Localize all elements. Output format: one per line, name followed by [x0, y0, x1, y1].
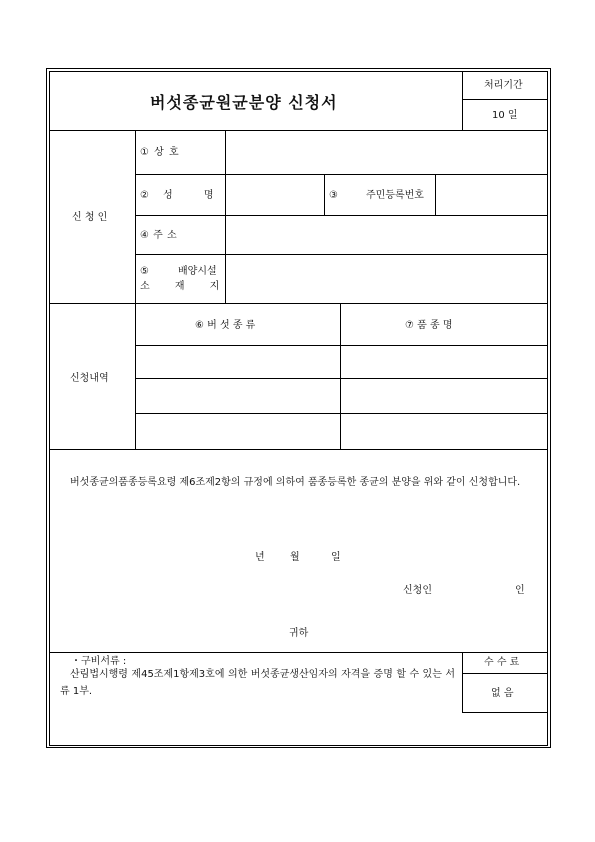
mushroom-type-cell[interactable]	[137, 415, 339, 448]
variety-name-cell[interactable]	[342, 347, 546, 377]
processing-period-label: 처리기간	[484, 80, 523, 91]
divider	[340, 303, 341, 449]
name-label-number: ②	[140, 190, 149, 201]
divider	[135, 345, 548, 346]
variety-name-cell[interactable]	[342, 380, 546, 412]
addressee-label: 귀하	[289, 628, 309, 639]
applicant-section-label: 신 청 인	[72, 212, 108, 223]
divider	[135, 215, 548, 216]
divider	[135, 254, 548, 255]
facility-label-line1: 배양시설	[178, 266, 217, 277]
applicant-signature-field[interactable]	[440, 582, 512, 600]
form-title: 버섯종균원균분양 신청서	[150, 93, 338, 112]
variety-name-cell[interactable]	[342, 415, 546, 448]
mushroom-type-cell[interactable]	[137, 347, 339, 377]
date-day-label: 일	[331, 552, 341, 563]
divider	[324, 174, 325, 215]
divider	[49, 449, 548, 450]
variety-name-header: ⑦ 품 종 명	[405, 320, 453, 331]
company-name-label: ① 상 호	[140, 147, 179, 158]
address-label: ④ 주 소	[140, 230, 177, 241]
rrn-label-number: ③	[329, 190, 338, 201]
divider	[462, 652, 463, 713]
rrn-label: 주민등록번호	[366, 190, 424, 201]
fee-value: 없 음	[491, 688, 514, 699]
mushroom-type-cell[interactable]	[137, 380, 339, 412]
date-month-label: 월	[290, 552, 300, 563]
name-label: 성 명	[163, 190, 214, 201]
divider	[135, 378, 548, 379]
date-year-label: 년	[255, 552, 265, 563]
divider	[49, 652, 548, 653]
divider	[462, 71, 463, 131]
divider	[135, 174, 548, 175]
applicant-signature-label: 신청인	[403, 585, 432, 596]
details-section-label: 신청내역	[70, 373, 109, 384]
divider	[225, 130, 226, 304]
seal-label: 인	[515, 585, 525, 596]
divider	[462, 99, 548, 100]
divider	[49, 130, 548, 131]
processing-period-value: 10 일	[492, 110, 518, 121]
facility-location-field[interactable]	[227, 256, 546, 303]
divider	[435, 174, 436, 215]
divider	[135, 413, 548, 414]
divider	[135, 303, 136, 449]
divider	[49, 303, 548, 304]
divider	[462, 673, 548, 674]
facility-label-line2: 소 재 지	[140, 281, 220, 292]
mushroom-type-header: ⑥ 버 섯 종 류	[195, 320, 256, 331]
required-documents-text: 산림법시행령 제45조제1항제3호에 의한 버섯종균생산임자의 자격을 증명 할 수 있는 서류 1부.	[60, 669, 455, 697]
fee-label: 수 수 료	[484, 657, 520, 668]
company-name-field[interactable]	[227, 132, 546, 173]
required-documents-label: ・구비서류 :	[71, 656, 127, 667]
name-field[interactable]	[227, 176, 323, 214]
facility-label-number: ⑤	[140, 266, 149, 277]
divider	[462, 712, 548, 713]
rrn-field[interactable]	[437, 176, 546, 214]
divider	[135, 130, 136, 304]
address-field[interactable]	[227, 217, 546, 253]
application-statement: 버섯종균의품종등록요령 제6조제2항의 규정에 의하여 품종등록한 종균의 분양을 위와 같이 신청합니다.	[70, 477, 521, 488]
